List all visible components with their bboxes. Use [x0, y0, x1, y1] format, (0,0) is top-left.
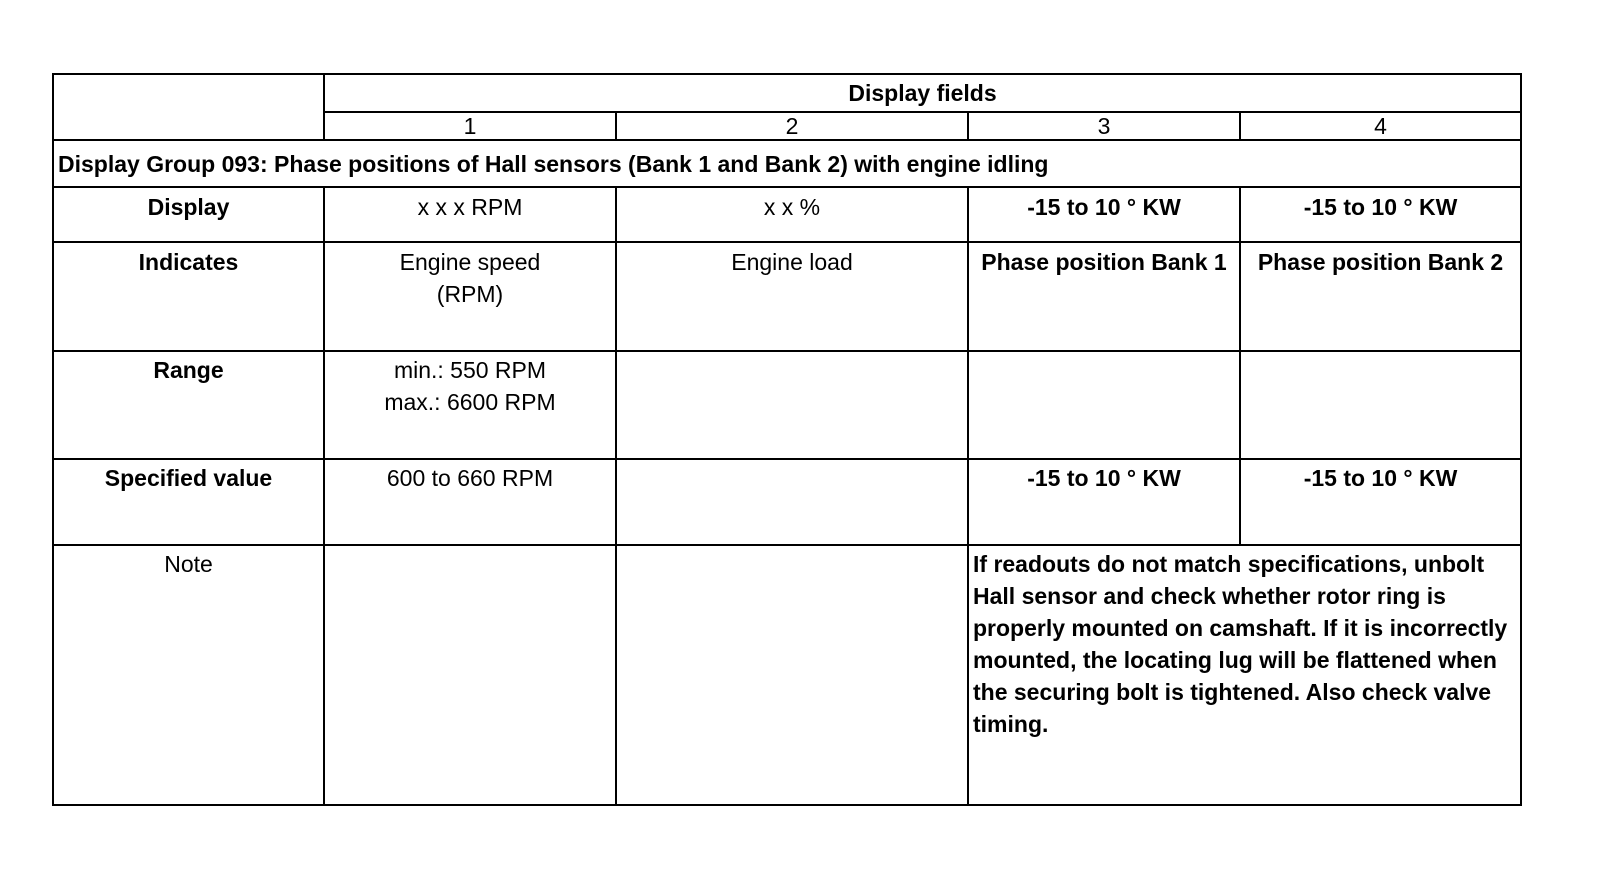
range-field-4: [1240, 351, 1521, 459]
row-label-indicates: Indicates: [53, 242, 324, 351]
table-header-row: [53, 74, 1521, 112]
table-row-range: [53, 351, 1521, 459]
row-label-display: Display: [53, 187, 324, 242]
specified-field-1: 600 to 660 RPM: [324, 459, 616, 545]
range-field-1: [324, 351, 616, 459]
indicates-field-4: Phase position Bank 2: [1240, 242, 1521, 351]
display-field-3: -15 to 10 ° KW: [968, 187, 1240, 242]
note-field-2: [616, 545, 968, 805]
range-field-3: [968, 351, 1240, 459]
field-number-1: 1: [324, 112, 616, 140]
display-fields-heading: Display fields: [324, 74, 1521, 112]
specified-field-3: -15 to 10 ° KW: [968, 459, 1240, 545]
note-field-1: [324, 545, 616, 805]
field-number-4: 4: [1240, 112, 1521, 140]
row-label-specified-value: Specified value: [53, 459, 324, 545]
indicates-field-1-line-2: (RPM): [436, 281, 504, 307]
group-title: Display Group 093: Phase positions of Hall sensors (Bank 1 and Bank 2) with engine idling: [53, 140, 1521, 187]
field-number-2: 2: [616, 112, 968, 140]
indicates-field-1-line-1: Engine speed: [399, 249, 541, 275]
table-row-display: [53, 187, 1521, 242]
display-field-2: x x %: [616, 187, 968, 242]
field-number-3: 3: [968, 112, 1240, 140]
table-row-note: [53, 545, 1521, 805]
specified-field-4: -15 to 10 ° KW: [1240, 459, 1521, 545]
note-text: If readouts do not match specifications, unbolt Hall sensor and check whether rotor ring is properly mounted on camshaft. If it is incorrectly mounted, the locating lug will be flattened when the securing bolt is tightened. Also check valve timing.: [968, 545, 1521, 805]
display-field-1: x x x RPM: [324, 187, 616, 242]
specified-field-2: [616, 459, 968, 545]
range-min: min.: 550 RPM: [393, 357, 547, 383]
row-label-note: Note: [53, 545, 324, 805]
group-title-row: [53, 140, 1521, 187]
indicates-field-1: [324, 242, 616, 351]
display-field-4: -15 to 10 ° KW: [1240, 187, 1521, 242]
display-group-table: [52, 73, 1522, 806]
indicates-field-3: Phase position Bank 1: [968, 242, 1240, 351]
table-row-specified-value: [53, 459, 1521, 545]
corner-cell: [53, 74, 324, 140]
indicates-field-2: Engine load: [616, 242, 968, 351]
range-field-2: [616, 351, 968, 459]
range-max: max.: 6600 RPM: [384, 389, 556, 415]
table-row-indicates: [53, 242, 1521, 351]
row-label-range: Range: [53, 351, 324, 459]
